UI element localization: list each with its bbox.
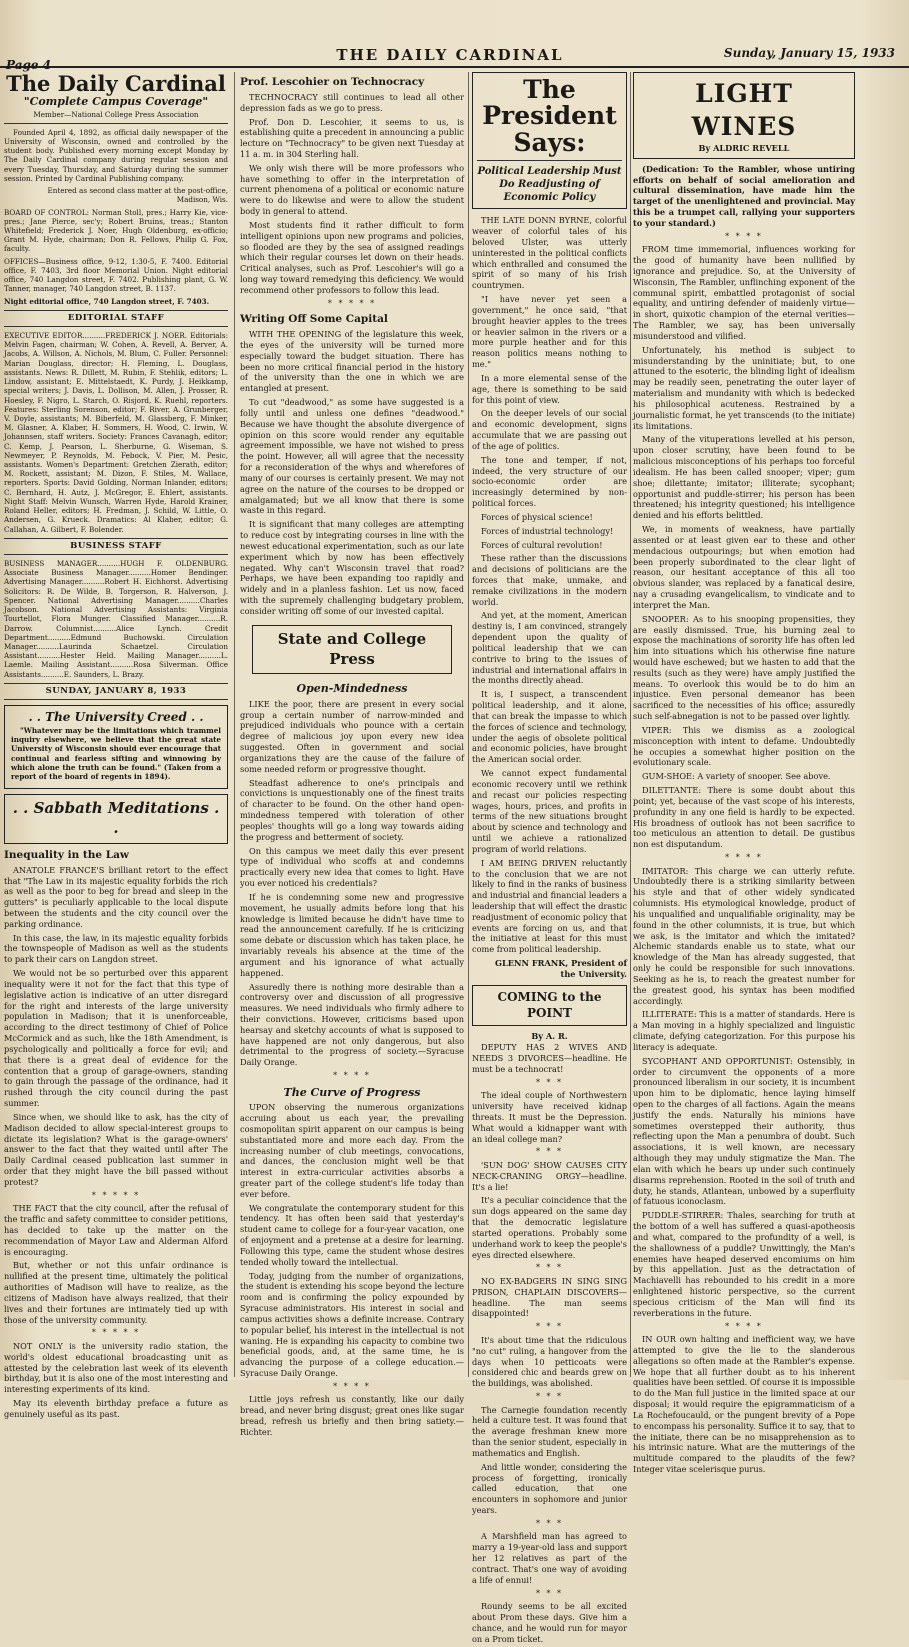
paragraph: THE LATE DONN BYRNE, colorful weaver of colorful tales of his beloved Ulster, was utterly uninterested in the political conflicts which enthralled and consumed the spirit of so many of his Irish countrymen.: [472, 215, 627, 291]
paragraph: WITH THE OPENING of the legislature this week, the eyes of the university will be turned more especially toward the budget situation. There has been no more critical financial period in the history of the university than the one in which we are entangled at present.: [240, 329, 464, 394]
paragraph: The tone and temper, if not, indeed, the very structure of our socio-economic order are increasingly determined by non-political forces.: [472, 454, 627, 509]
column-4: [633, 72, 855, 1478]
masthead-title: THE DAILY CARDINAL: [336, 46, 564, 64]
creed-heading: . . The University Creed . .: [28, 710, 204, 725]
creed-box: [4, 705, 228, 789]
business-staff: BUSINESS MANAGER..........HUGH F. OLDENBURG. Associate Business Manager..........Homer Bendinger. Advertising Manager..........Robert H. Eichhorst. Advertising Solicitors: R. De Wilde, B. Torgerson, R. Halverson, J. Spencer. National Advertising Manager..........Charles Jacobson. National Advertising Assistants: Virginia Tourtellot, Flora Munger. Classified Manager..........R. Darrow. Columnist..........Alice Lynch. Credit Department..........Edmund Buchowski. Circulation Manager..........Laurinda Schaetzel. Circulation Assistant..........Hester Held. Mailing Manager..........L. Laemle. Mailing Assistant..........Rosa Silverman. Office Assistants..........E. Saunders, L. Brazy.: [4, 559, 228, 679]
slogan: "Complete Campus Coverage": [23, 95, 209, 109]
column-3: [472, 72, 627, 1647]
paragraph: ILLITERATE: This is a matter of standards. Here is a Man moving in a highly specialized and linguistic climate, defying categorization. For this purpose his literacy is adequate.: [633, 1009, 855, 1052]
paragraph: We, in moments of weakness, have partially assented or at least given ear to these and other mendacious outpourings; but when emotion had been properly subordinated to the clear light of reason, our hesitant acceptance of this all too obvious slander, was replaced by a fanatical desire, nay a crusading evangelicalism, to vindicate and to interpret the Man.: [633, 524, 855, 610]
paragraph: LIKE the poor, there are present in every social group a certain number of narrow-minded and prejudiced individuals who pounce with a certain degree of malicious joy upon every new idea suggested. Often in government and social organizations they are the cause of the failure of some needed reform or progressive thought.: [240, 698, 464, 774]
paragraph: Unfortunately, his method is subject to misunderstanding by the uninitiate; but, to one attuned to the esoteric, the blinding light of idealism may be readily seen, penetrating the outer layer of materialism and mundanity with which is bedecked his philosophical acuteness. Restrained by a journalistic format, he yet transcends (to the initiate) its limitations.: [633, 344, 855, 431]
paragraph: Forces of physical science!: [481, 511, 593, 522]
coming-point-heading: COMING to the POINT: [497, 989, 602, 1020]
paragraph: We congratulate the contemporary student for this tendency. It has often been said that yesterday's student came to college for a four-year vacation, one of enjoyment and a pretense at a desire for learning. Following this type, came the student whose desires tended wholly toward the intellectual.: [240, 1202, 464, 1267]
offices: OFFICES—Business office, 9-12, 1:30-5, F. 7400. Editorial office, F. 7403, 3rd floor Memorial Union. Night editorial office, 740 Langdon street, F. 7402. Publishing plant, G. W. Tanner, manager, 740 Langdon street, B. 1137.: [4, 256, 228, 294]
paragraph: It is, I suspect, a transcendent political leadership, and it alone, that can break the impasse to which the forces of science and technology, under the aegis of obsolete political and economic policies, have brought the American social order.: [472, 689, 627, 765]
paragraph: It's about time that the ridiculous "no cut" ruling, a hangover from the days when 10 petticoats were considered chic and beards grew on the buildings, was abolished.: [472, 1334, 627, 1389]
light-wines-box: [633, 72, 855, 159]
separator: * * *: [535, 1392, 564, 1401]
paragraph: But, whether or not this unfair ordinance is nullified at the present time, ultimately the political authorities of Madison will have to realize, as the citizens of Madison have always realized, that their lives and their fortunes are intimately tied up with those of the university community.: [4, 1260, 228, 1325]
paragraph: NOT ONLY is the university radio station, the world's oldest educational broadcasting unit as attested by the celebration last week of its eleventh birthday, but it is also one of the most interesting and interesting experiments of its kind.: [4, 1340, 228, 1395]
masthead: [0, 40, 909, 72]
paragraph: GUM-SHOE: A variety of snooper. See above.: [642, 771, 831, 782]
paragraph: THE FACT that the city council, after the refusal of the traffic and safety committee to consider petitions, has decided to take up the matter on the recommendation of Mayor Law and Alderman Alford is encouraging.: [4, 1203, 228, 1257]
paragraph: Forces of industrial technology!: [481, 525, 614, 536]
paragraph: ANATOLE FRANCE'S brilliant retort to the effect that "The Law in its majestic equality forbids the rich as well as the poor to beg for bread and sleep in the gutters" is peculiarly applicable to the local dispute between the students and the city council over the parking ordinance.: [4, 864, 228, 929]
paragraph: The Carnegie foundation recently held a culture test. It was found that the average freshman knew more than the senior student, especially in mathematics and English.: [472, 1404, 627, 1458]
editorial-staff-heading: EDITORIAL STAFF: [4, 310, 228, 327]
paragraph: We only wish there will be more professors who have something to offer in the interpretation of current phenomena of a political or economic nature were to do likewise and were to allow the student body in general to attend.: [240, 162, 464, 217]
paragraph: TECHNOCRACY still continues to lead all other depression fads as we go to press.: [240, 91, 464, 113]
member-line: Member—National College Press Association: [33, 109, 199, 119]
president-heading: The President Says:: [482, 75, 617, 157]
paragraph: PUDDLE-STIRRER: Thales, searching for truth at the bottom of a well has suffered a quasi-apotheosis and what, compared to the profundity of a well, is the shallowness of a puddle? Unwittingly, the Man's enemies have heaped deserved encomiums on him by this appellation. Just as the detractation of Machiavelli has rebounded to his credit in a more enlightened historic perspective, so the current specious criticism of the Man will find its reverberations in the future.: [633, 1210, 855, 1318]
paragraph: Today, judging from the number of organizations, the student is extending his scope beyond the lecture room and is confirming the policy expounded by Syracuse administrators. His interest in social and campus activities shows a definite increase. Contrary to popular belief, his interest in the intellectual is not waning. He is expanding his capacity to combine two beneficial goods, and, at the same time, he is advancing the purpose of a college education.—Syracuse Daily Orange.: [240, 1270, 464, 1379]
sabbath-heading: . . Sabbath Meditations . .: [12, 799, 220, 838]
dedication: (Dedication: To the Rambler, whose untiring efforts on behalf of social amelioration and cultural dissemination, have made him the target of the unenlightened and provincial. May this be a trumpet call, rallying your supporters to your standard.): [633, 163, 855, 228]
coming-point-box: [472, 985, 627, 1027]
entered-notice: Entered as second class matter at the post-office, Madison, Wis.: [47, 186, 228, 205]
column-1: [4, 72, 228, 1423]
divider: [477, 160, 622, 161]
paragraph: "I have never yet seen a government," he once said, "that brought heavier apples to the trees or heavier salmon in the rivers or a more purple heather and for this reason politics means nothing to me.": [472, 294, 627, 370]
inequality-heading: Inequality in the Law: [4, 848, 129, 861]
column-2: [240, 72, 464, 1441]
sabbath-box: [4, 794, 228, 844]
separator: * * * * *: [91, 1190, 141, 1200]
paragraph: In a more elemental sense of the age, there is something to be said for this point of view.: [472, 372, 627, 405]
founded-notice: Founded April 4, 1892, as official daily newspaper of the University of Wisconsin, owned and controlled by the student body. Published every morning except Monday by The Daily Cardinal company during regular session and every Tuesday, Thursday, and Saturday during the summer session. Printed by Cardinal Publishing company.: [4, 127, 228, 183]
separator: * * * * *: [327, 298, 377, 308]
separator: * * * *: [725, 231, 763, 241]
paragraph: DILETTANTE: There is some doubt about this point; yet, because of the vast scope of his interests, profundity in any one field is hardly to be expected. His broadness of outlook has not been sacrifice to too meticulous an attention to detail. De gustibus non est disputandum.: [633, 785, 855, 850]
masthead-date: Sunday, January 15, 1933: [723, 46, 895, 60]
separator: * * * *: [725, 1321, 763, 1331]
paragraph: In this case, the law, in its majestic equality forbids the townspeople of Madison as well as the students to park their cars on Langdon street.: [4, 932, 228, 965]
paragraph: IMITATOR: This charge we can utterly refute. Undoubtedly there is a striking similarity between his style and that of other widely syndicated columnists. His etymological knowledge, product of his unqualified and unqualifiable originality, may be found in the other columnists, it is true, but which we ask, is the imitator and which the imitated? Alchemic standards enable us to state, what our knowledge of the Man has already suggested, that only he could be responsible for such innovations. Seeking as he is, to reach the greatest number for the greatest good, his syntax has been modified accordingly.: [633, 865, 855, 1006]
dateline: SUNDAY, JANUARY 8, 1933: [4, 683, 228, 700]
paragraph: These rather than the discussions and decisions of politicians are the forces that make, unmake, and remake civilizations in the modern world.: [472, 553, 627, 607]
paragraph: Most students find it rather difficult to form intelligent opinions upon new programs and policies, so flooded are they by the sea of assigned readings which their regular courses let down on their heads. Critical analyses, such as Prof. Lescohier's will go a long way toward remedying this deficiency. We would recommend other professors to follow this lead.: [240, 219, 464, 295]
board-of-control: BOARD OF CONTROL: Norman Stoll, pres.; Harry Kie, vice-pres.; Jane Pierce, sec'y; Robert Bruins, treas.; Stanton Whitefield; Frederick J. Noer, Hugh Oldenburg, ex-officio; Grant M. Hyde, chairman; Don R. Fellows, Philip G. Fox, faculty.: [4, 207, 228, 254]
paragraph: NO EX-BADGERS IN SING SING PRISON, CHAPLAIN DISCOVERS—headline. The man seems disappointed!: [472, 1276, 627, 1319]
night-office: Night editorial office, 740 Langdon street, F. 7403.: [4, 296, 210, 306]
paragraph: And little wonder, considering the process of forgetting, ironically called education, that one encounters in sophomore and junior years.: [472, 1461, 627, 1515]
separator: * * *: [535, 1077, 564, 1087]
open-mindedness-heading: Open-Mindedness: [296, 682, 408, 696]
president-box: [472, 72, 627, 209]
press-box: [252, 625, 452, 675]
paragraph: SNOOPER: As to his snooping propensities, they are easily dismissed. True, his burning zeal to expose the machinations of sorority life has often led him into situations which his otherwise fine nature would have eschewed; but we hasten to add that the results (such as they were) have amply justified the means. To overlook this would be to do him an injustice. Even personal demeanor has been sacrificed to the necessities of his office; assuredly such self-abnegation is not to be passed over lightly.: [633, 613, 855, 722]
paragraph: To cut "deadwood," as some have suggested is a folly until and unless one defines "deadwood." Because we have thought the absolute divergence of opinion on this score would render any equitable agreement impossible, we have not wished to press the point. However, all will agree that the necessity for a reconsideration of the whys and wherefores of many of our courses is certainly present. We may not agree on the nature of the courses to be dropped or amalgamated; but we all know that there is some waste in this regard.: [240, 397, 464, 516]
curve-heading: The Curve of Progress: [283, 1085, 421, 1099]
page-number: Page 4: [6, 58, 52, 72]
paragraph: On this campus we meet daily this ever present type of individual who scoffs at and condemns practically every new idea that comes to light. Have you ever noticed his credentials?: [240, 845, 464, 889]
paragraph: DEPUTY HAS 2 WIVES AND NEEDS 3 DIVORCES—headline. He must be a technocrat!: [472, 1042, 627, 1074]
creed-text: "Whatever may be the limitations which trammel inquiry elsewhere, we believe that the great state University of Wisconsin should ever encourage that continual and fearless sifting and winnowing by which alone the truth can be found." (Taken from a report of the board of regents in 1894).: [11, 725, 221, 781]
paragraph: Forces of cultural revolution!: [481, 539, 603, 550]
president-subhead: Political Leadership Must Do Readjusting of Economic Policy: [477, 165, 622, 204]
writing-heading: Writing Off Some Capital: [240, 313, 388, 326]
paragraph: We cannot expect fundamental economic recovery until we rethink and recast our policies respecting wages, hours, prices, and profits in terms of the new situations brought about by science and technology and until we achieve a rationalized program of world relations.: [472, 768, 627, 854]
lescohier-heading: Prof. Lescohier on Technocracy: [240, 76, 425, 88]
paragraph: I AM BEING DRIVEN reluctantly to the conclusion that we are not likely to find in the ranks of business and industrial and financial leaders a leadership that will effect the drastic readjustment of economic policy that events are forcing on us, and that the initiative at least for this must come from political leadership.: [472, 857, 627, 955]
president-signature: GLENN FRANK, President of the University.: [495, 958, 627, 979]
paragraph: VIPER: This we dismiss as a zoological misconception with intent to defame. Undoubtedly he occupies a somewhat higher position on the evolutionary scale.: [633, 724, 855, 768]
divider: [4, 123, 228, 124]
paragraph: IN OUR own halting and inefficient way, we have attempted to give the lie to the slanderous allegations so often made at the Rambler's expense. We hope that all further doubt as to his inherent qualities have been settled. Of course it is impossible to do the Man full justice in the limited space at our disposal; it would require the epigrammaticism of a La Rochefoucauld, or the pungent brevity of a Pope to encompass his personality. Suffice it to say, that to the initiate, there can be no misapprehension as to his intrinsic nature. What are the mutterings of the multitude compared to the plaudits of the few? Integer vitae scelerisque purus.: [633, 1334, 855, 1475]
separator: * * * *: [725, 853, 763, 863]
paragraph: On the deeper levels of our social and economic development, signs accumulate that we are passing out of the age of politics.: [472, 408, 627, 451]
paragraph: Assuredly there is nothing more desirable than a controversy over and discussion of all progressive measures. We need individuals who firmly adhere to their convictions. However, criticisms based upon hearsay and sketchy accounts of what is supposed to have happened are not only dangerous, but also detrimental to the progress of society.—Syracuse Daily Orange.: [240, 981, 464, 1068]
separator: * * * *: [333, 1071, 371, 1081]
column-rule: [468, 72, 469, 1377]
paragraph: And yet, at the moment, American destiny is, I am convinced, strangely dependent upon the quality of political leadership that we can contrive to bring to the issues of industrial and international affairs in the months directly ahead.: [472, 610, 627, 686]
press-heading: State and College Press: [277, 629, 427, 668]
paragraph: Prof. Don D. Lescohier, it seems to us, is establishing quite a precedent in announcing a public lecture on "Technocracy" to be given next Tuesday at 11 a. m. in 304 Sterling hall.: [240, 116, 464, 159]
paragraph: Since when, we should like to ask, has the city of Madison decided to allow special-interest groups to dictate its legislation? What is the garage-owners' answer to the fact that they waited until after The Daily Cardinal ceased publication last summer in order that they might have the bill passed without protest?: [4, 1111, 228, 1187]
paragraph: The ideal couple of Northwestern university have received kidnap threats. It must be the Depression. What would a kidnapper want with an ideal college man?: [472, 1090, 627, 1144]
paragraph: Roundy seems to be all excited about Prom these days. Give him a chance, and he would run for mayor on a Prom ticket.: [472, 1601, 627, 1644]
column-rule: [630, 72, 631, 1377]
coming-point-byline: By A. R.: [531, 1031, 568, 1042]
paragraph: We would not be so perturbed over this apparent inequality were it not for the fact that this type of legislative action is indicative of an utter disregard for the right and interests of the large university population in Madison; that it is unenforceable, according to the direct testimony of Chief of Police McCormick and as such, like the 18th Amendment, is psychologically and politically a force for evil; and that there is a great deal of evidence for the contention that a group of garage-owners, standing to gain through the passage of the ordinance, had it rushed through the city council during the past summer.: [4, 968, 228, 1109]
paragraph: It is significant that many colleges are attempting to reduce cost by integrating courses in line with the newest educational experimentation, such as our late experiment which by now has been effectively negated. Why can't Wisconsin travel that road? Perhaps, we have been expanding too rapidly and widely and in a planless fashion. Let us now, faced with the supremely challenging budgetary problem, consider writing off some of our invested capital.: [240, 519, 464, 616]
paper-title: The Daily Cardinal: [6, 71, 226, 96]
paragraph: FROM time immemorial, influences working for the good of humanity have been nullified by ignorance and prejudice. So, at the University of Wisconsin, The Rambler, unflinching exponent of the communal spirit, embattled protagonist of social equality, and untiring defender of maidenly virtue—in short, quixotic champion of the eternal verities—The Rambler, we say, has been universally misunderstood and vilified.: [633, 244, 855, 341]
paragraph: If he is condemning some new and progressive movement, he usually admits before long that his knowledge is limited because he didn't have time to read the announcement carefully. If he is criticizing some debate or discussion which has taken place, he invariably reveals his absence at the time of the argument and his ignorance of what actually happened.: [240, 891, 464, 978]
paragraph: A Marshfield man has agreed to marry a 19-year-old lass and support her 12 relatives as part of the contract. That's one way of avoiding a life of ennui!: [472, 1531, 627, 1585]
separator: * * * * *: [91, 1328, 141, 1338]
separator: * * *: [535, 1147, 564, 1157]
paragraph: 'SUN DOG' SHOW CAUSES CITY NECK-CRANING ORGY—headline. It's a lie!: [472, 1160, 627, 1192]
separator: * * * *: [333, 1381, 371, 1391]
separator: * * *: [535, 1322, 564, 1332]
light-wines-byline: By ALDRIC REVELL: [698, 143, 790, 153]
paragraph: Steadfast adherence to one's principals and convictions is unquestionably one of the finest traits of character to be found. On the other hand open-mindedness tempered with toleration of other peoples' thoughts will go a long way towards aiding the progress and betterment of society.: [240, 777, 464, 842]
paragraph: May its eleventh birthday preface a future as genuinely useful as its past.: [4, 1398, 228, 1419]
editorial-staff: EXECUTIVE EDITOR..........FREDERICK J. NOER. Editorials: Melvin Fagen, chairman; W. Cohen, A. Revell, A. Berver, A. Jacobs, A. Willson, A. Nichols, M. Blum, C. Fuller. Personnel: Marian Douglass, director; H. Fleming, L. Douglass, assistants. News: R. Dillett, M. Rubin, F. Stehlik, editors; L. Lindow, assistant; E. Mittelstaedt, K. Purdy, J. Heikkamp, special writers; J. Davis, L. Dollison, M. Allen, J. Prosser, R. Hoesley, F. Nigro, L. Starch, O. Risjord, K. Ruehl, reporters. Features: Sterling Sorenson, editor; F. River, A. Grunberger, V. Doyle, assistants; M. Biberfeld, M. Glassberg, F. Minker, M. Glasner, A. Klaber, H. Sommers, H. Wood, C. Irwin, W. Johannsen, staff writers. Society: Frances Cavanagh, editor; C. Kemp, J. Pearson, L. Sherburne, G. Wiseman, S. Newmeyer, P. Reynolds, M. Febock, V. Pier, M. Pesic, assistants. Women's Department: Gretchen Zierath, editor; M. Rockett, assistant; M. Dizon, F. Stiles, M. Wallace, reporters. Sports: David Golding, Norman Inlander, editors; C. Bernhard, H. Autz, J. McGregor, E. Ehlert, assistants. Night Staff: Melvin Wunsch, Warren Hyde, Harold Krainer, Roland Heller, editors; H. Fredman, J. Schild, W. Little, O. Andersen, G. Krueck. Dramatics: Al Klaber, editor; G. Callahan, A. Gilbert, F. Bolender.: [4, 330, 228, 534]
paragraph: Little joys refresh us constantly, like our daily bread, and never bring disgust; great ones like sugar bread, refresh us briefly and then bring satiety.—Richter.: [240, 1394, 464, 1437]
paragraph: Many of the vituperations levelled at his person, upon closer scrutiny, have been found to be malicious misconceptions of his perhaps too forceful idealism. He has been called snooper; viper; gum shoe; dilettante; imitator; illiterate; sycophant; opportunist and puddle-stirrer; his person has been threatened; his integrity questioned; his intelligence denied and his efforts belittled.: [633, 434, 855, 521]
paragraph: UPON observing the numerous organizations accruing about us each year, the prevailing cosmopolitan spirit apparent on our campus is being substantiated more and more each day. From the increasing number of club meetings, convocations, and dances, the conclusion might well be that interest in extra-curricular activities absorbs a greater part of the college student's life today than ever before.: [240, 1102, 464, 1199]
business-staff-heading: BUSINESS STAFF: [4, 538, 228, 555]
separator: * * *: [535, 1518, 564, 1528]
paragraph: SYCOPHANT AND OPPORTUNIST: Ostensibly, in order to circumvent the opponents of a more pronounced liberalism in our society, it is incumbent upon him to be diplomatic, hence laying himself open to the charges of all factions. Again the means justify the ends. Naturally his minions have sometimes overstepped their authority, thus reflecting upon the Man a penumbra of doubt. Such associations, it is well known, are necessary although they may unduly stigmatize the Man. The elan with which he bears up under such continuely disarms reprehension. Rooted in the soil of truth and duty, he stands, Atlantean, unbowed by a superfluity of fatuous iconoclasm.: [633, 1055, 855, 1207]
column-rule: [234, 72, 235, 1377]
paragraph: It's a peculiar coincidence that the sun dogs appeared on the same day that the democratic legislature started operations. Probably some underhand work to keep the people's eyes directed elsewhere.: [472, 1195, 627, 1260]
light-wines-heading: LIGHT WINES: [691, 79, 797, 141]
separator: * * *: [535, 1588, 564, 1598]
separator: * * *: [535, 1263, 564, 1273]
